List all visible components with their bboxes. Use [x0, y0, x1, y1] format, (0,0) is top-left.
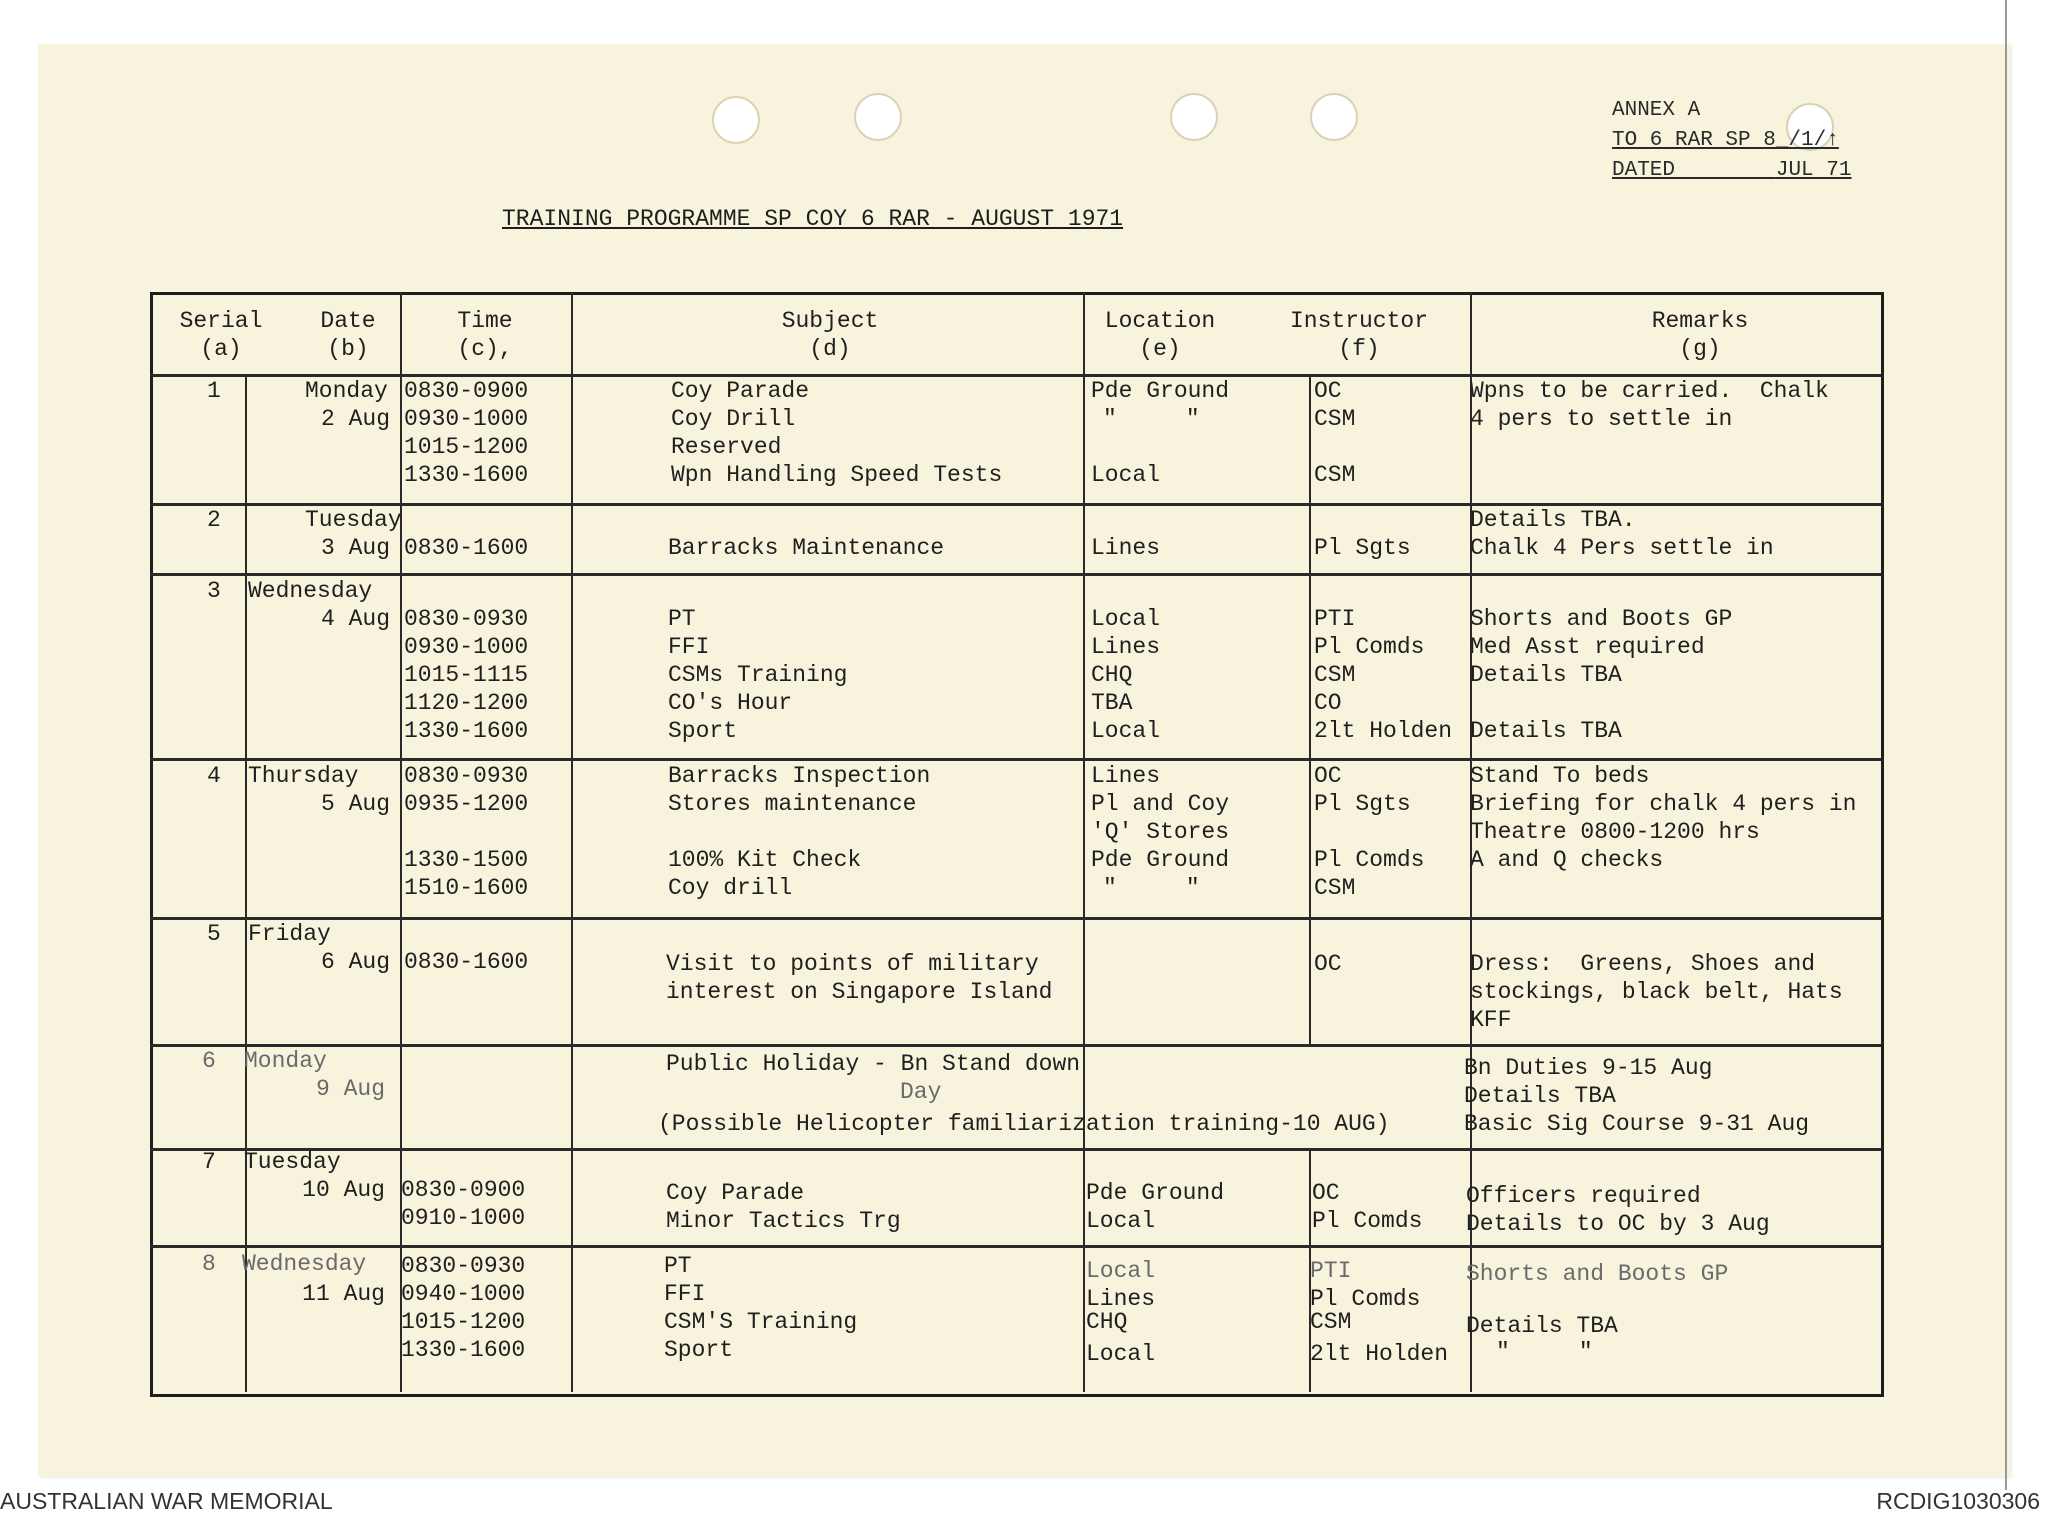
row-day: Tuesday — [244, 1149, 341, 1175]
row-date: 6 Aug — [320, 949, 390, 975]
header-remarks-sub: (g) — [1679, 336, 1721, 362]
row-remark: Wpns to be carried. Chalk — [1470, 378, 1829, 404]
row-serial: 3 — [207, 578, 221, 604]
row-time: 1510-1600 — [404, 875, 529, 901]
row-subject: Coy Parade — [666, 1180, 805, 1206]
row-time: 0910-1000 — [401, 1205, 526, 1231]
footer-id: RCDIG1030306 — [1876, 1488, 2040, 1514]
row-instructor: Pl Comds — [1314, 634, 1425, 660]
row-instructor: CSM — [1314, 875, 1356, 901]
row-time: 0830-0930 — [404, 763, 529, 789]
row-subject: 100% Kit Check — [668, 847, 862, 873]
row-day: Thursday — [248, 763, 359, 789]
row-remark: Dress: Greens, Shoes and — [1470, 951, 1816, 977]
row-subject: CSMs Training — [668, 662, 848, 688]
row-subject: Coy Parade — [671, 378, 810, 404]
annex-line-2: TO 6 RAR SP 8_/1/↑ — [1612, 129, 1839, 152]
row-instructor: PTI — [1314, 606, 1356, 632]
header-time-sub: (c), — [457, 336, 513, 362]
row-location: Local — [1091, 606, 1161, 632]
row-subject: Sport — [664, 1337, 734, 1363]
row-remark: " " — [1496, 1339, 1593, 1365]
row-remark: Details TBA — [1464, 1083, 1616, 1109]
row-subject: Coy drill — [668, 875, 793, 901]
row-instructor: Pl Comds — [1314, 847, 1425, 873]
row-instructor: OC — [1312, 1180, 1340, 1206]
row-date: 9 Aug — [315, 1076, 385, 1102]
header-location-sub: (e) — [1139, 336, 1181, 362]
punch-hole — [1170, 93, 1218, 141]
row-instructor: OC — [1314, 763, 1342, 789]
row-date: 5 Aug — [320, 791, 390, 817]
row-serial: 7 — [202, 1149, 216, 1175]
row-remark: Briefing for chalk 4 pers in — [1470, 791, 1857, 817]
row-location: Local — [1086, 1208, 1156, 1234]
row-remark: Details TBA — [1470, 662, 1622, 688]
row-location: Lines — [1091, 535, 1161, 561]
row-time: 0935-1200 — [404, 791, 529, 817]
row-instructor: CSM — [1314, 662, 1356, 688]
column-divider — [1083, 292, 1085, 1392]
row-subject: interest on Singapore Island — [666, 979, 1053, 1005]
row-time: 1120-1200 — [404, 690, 529, 716]
row-remark: Chalk 4 Pers settle in — [1470, 535, 1774, 561]
row-day: Friday — [248, 921, 331, 947]
row-remark: Stand To beds — [1470, 763, 1650, 789]
row-location: Pl and Coy — [1091, 791, 1230, 817]
document-title: TRAINING PROGRAMME SP COY 6 RAR - AUGUST 1971 — [502, 206, 1124, 232]
row-location: Local — [1086, 1258, 1156, 1284]
row-location: " " — [1103, 406, 1200, 432]
row-remark: Theatre 0800-1200 hrs — [1470, 819, 1760, 845]
row-date: 10 Aug — [302, 1177, 385, 1203]
row-location: Lines — [1091, 634, 1161, 660]
row-time: 1330-1600 — [404, 462, 529, 488]
row-day: Wednesday — [242, 1251, 367, 1277]
row-subject: (Possible Helicopter familiarization training-10 AUG) — [658, 1111, 1390, 1137]
row-time: 0930-1000 — [404, 634, 529, 660]
row-instructor: PTI — [1310, 1258, 1352, 1284]
row-location: Pde Ground — [1086, 1180, 1225, 1206]
row-divider — [150, 1044, 1881, 1047]
row-location: Pde Ground — [1091, 847, 1230, 873]
row-subject: Barracks Inspection — [668, 763, 931, 789]
row-location: Local — [1091, 718, 1161, 744]
row-location: CHQ — [1091, 662, 1133, 688]
header-time: Time — [457, 308, 513, 334]
row-remark: 4 pers to settle in — [1470, 406, 1733, 432]
row-time: 0830-1600 — [404, 535, 529, 561]
row-subject: Sport — [668, 718, 738, 744]
row-remark: Details TBA. — [1470, 507, 1636, 533]
row-subject: PT — [664, 1253, 692, 1279]
row-divider — [150, 573, 1881, 576]
row-time: 1330-1500 — [404, 847, 529, 873]
row-subject: Coy Drill — [671, 406, 796, 432]
row-time: 0830-0930 — [404, 606, 529, 632]
footer-source: AUSTRALIAN WAR MEMORIAL — [0, 1488, 333, 1514]
row-time: 0930-1000 — [404, 406, 529, 432]
row-date: 11 Aug — [302, 1281, 385, 1307]
row-instructor: Pl Sgts — [1314, 535, 1411, 561]
row-instructor: Pl Comds — [1310, 1286, 1421, 1312]
row-location: CHQ — [1086, 1309, 1128, 1335]
punch-hole — [1310, 93, 1358, 141]
header-remarks: Remarks — [1651, 308, 1749, 334]
row-instructor: 2lt Holden — [1314, 718, 1453, 744]
row-location: Lines — [1086, 1286, 1156, 1312]
punch-hole — [854, 93, 902, 141]
row-serial: 8 — [202, 1251, 216, 1277]
row-time: 1015-1200 — [401, 1309, 526, 1335]
annex-dated-value: JUL 71 — [1775, 159, 1852, 182]
row-divider — [150, 758, 1881, 761]
annex-line-1: ANNEX A — [1612, 99, 1701, 122]
row-location: Pde Ground — [1091, 378, 1230, 404]
row-instructor: CO — [1314, 690, 1342, 716]
row-remark: Details to OC by 3 Aug — [1466, 1211, 1770, 1237]
row-subject: Visit to points of military — [666, 951, 1039, 977]
header-instructor-sub: (f) — [1338, 336, 1380, 362]
header-date: Date — [320, 308, 376, 334]
row-serial: 1 — [207, 378, 221, 404]
row-divider — [150, 1148, 1881, 1151]
row-remark: Med Asst required — [1470, 634, 1705, 660]
row-serial: 6 — [202, 1048, 216, 1074]
row-divider — [150, 1245, 1881, 1248]
row-time: 0940-1000 — [401, 1281, 526, 1307]
header-subject-sub: (d) — [809, 336, 851, 362]
row-remark: Details TBA — [1466, 1313, 1618, 1339]
row-subject: Public Holiday - Bn Stand down — [666, 1051, 1081, 1077]
row-date: 2 Aug — [320, 406, 390, 432]
row-remark: Basic Sig Course 9-31 Aug — [1464, 1111, 1810, 1137]
row-date: 4 Aug — [320, 606, 390, 632]
row-location: Local — [1091, 462, 1161, 488]
row-location: TBA — [1091, 690, 1133, 716]
row-serial: 5 — [207, 921, 221, 947]
header-instructor: Instructor — [1289, 308, 1429, 334]
row-remark: Shorts and Boots GP — [1470, 606, 1733, 632]
row-instructor: CSM — [1314, 462, 1356, 488]
row-subject: CO's Hour — [668, 690, 793, 716]
row-time: 1015-1200 — [404, 434, 529, 460]
row-date: 3 Aug — [320, 535, 390, 561]
row-subject: Barracks Maintenance — [668, 535, 945, 561]
row-remark: Bn Duties 9-15 Aug — [1464, 1055, 1713, 1081]
row-instructor: CSM — [1310, 1309, 1352, 1335]
row-day: Tuesday — [305, 507, 402, 533]
row-time: 0830-1600 — [404, 949, 529, 975]
row-subject: FFI — [668, 634, 710, 660]
row-time: 0830-0930 — [401, 1253, 526, 1279]
row-time: 1015-1115 — [404, 662, 529, 688]
row-day: Monday — [305, 378, 388, 404]
row-subject: Minor Tactics Trg — [666, 1208, 901, 1234]
row-location: " " — [1103, 875, 1200, 901]
column-divider — [245, 376, 247, 1392]
header-date-sub: (b) — [327, 336, 369, 362]
row-instructor: OC — [1314, 378, 1342, 404]
row-divider — [150, 917, 1881, 920]
row-day: Monday — [244, 1048, 327, 1074]
row-time: 1330-1600 — [401, 1337, 526, 1363]
row-time: 1330-1600 — [404, 718, 529, 744]
column-divider — [1309, 376, 1311, 1046]
row-instructor: 2lt Holden — [1310, 1341, 1449, 1367]
row-serial: 4 — [207, 763, 221, 789]
header-serial: Serial — [179, 308, 263, 334]
row-instructor: Pl Comds — [1312, 1208, 1423, 1234]
row-remark: Officers required — [1466, 1183, 1701, 1209]
row-remark: Details TBA — [1470, 718, 1622, 744]
column-divider — [571, 292, 573, 1392]
header-subject: Subject — [781, 308, 879, 334]
annex-dated-label: DATED — [1612, 159, 1676, 182]
row-time: 0830-0900 — [404, 378, 529, 404]
header-serial-sub: (a) — [200, 336, 242, 362]
scan-edge — [2005, 0, 2007, 1490]
row-subject: Stores maintenance — [668, 791, 917, 817]
row-instructor: Pl Sgts — [1314, 791, 1411, 817]
annex-reference — [1612, 96, 1851, 186]
row-instructor: CSM — [1314, 406, 1356, 432]
row-subject: Wpn Handling Speed Tests — [671, 462, 1003, 488]
row-remark: A and Q checks — [1470, 847, 1664, 873]
row-location: Lines — [1091, 763, 1161, 789]
row-location: 'Q' Stores — [1091, 819, 1230, 845]
row-subject: FFI — [664, 1281, 706, 1307]
row-time: 0830-0900 — [401, 1177, 526, 1203]
row-serial: 2 — [207, 507, 221, 533]
row-remark: KFF — [1470, 1007, 1512, 1033]
row-remark: Shorts and Boots GP — [1466, 1261, 1729, 1287]
header-location: Location — [1104, 308, 1216, 334]
row-day: Wednesday — [248, 578, 373, 604]
row-subject: PT — [668, 606, 696, 632]
row-subject: Reserved — [671, 434, 782, 460]
row-remark: stockings, black belt, Hats — [1470, 979, 1843, 1005]
row-location: Local — [1086, 1341, 1156, 1367]
row-subject: CSM'S Training — [664, 1309, 858, 1335]
punch-hole — [712, 96, 760, 144]
row-instructor: OC — [1314, 951, 1342, 977]
row-subject: Day — [900, 1079, 942, 1105]
